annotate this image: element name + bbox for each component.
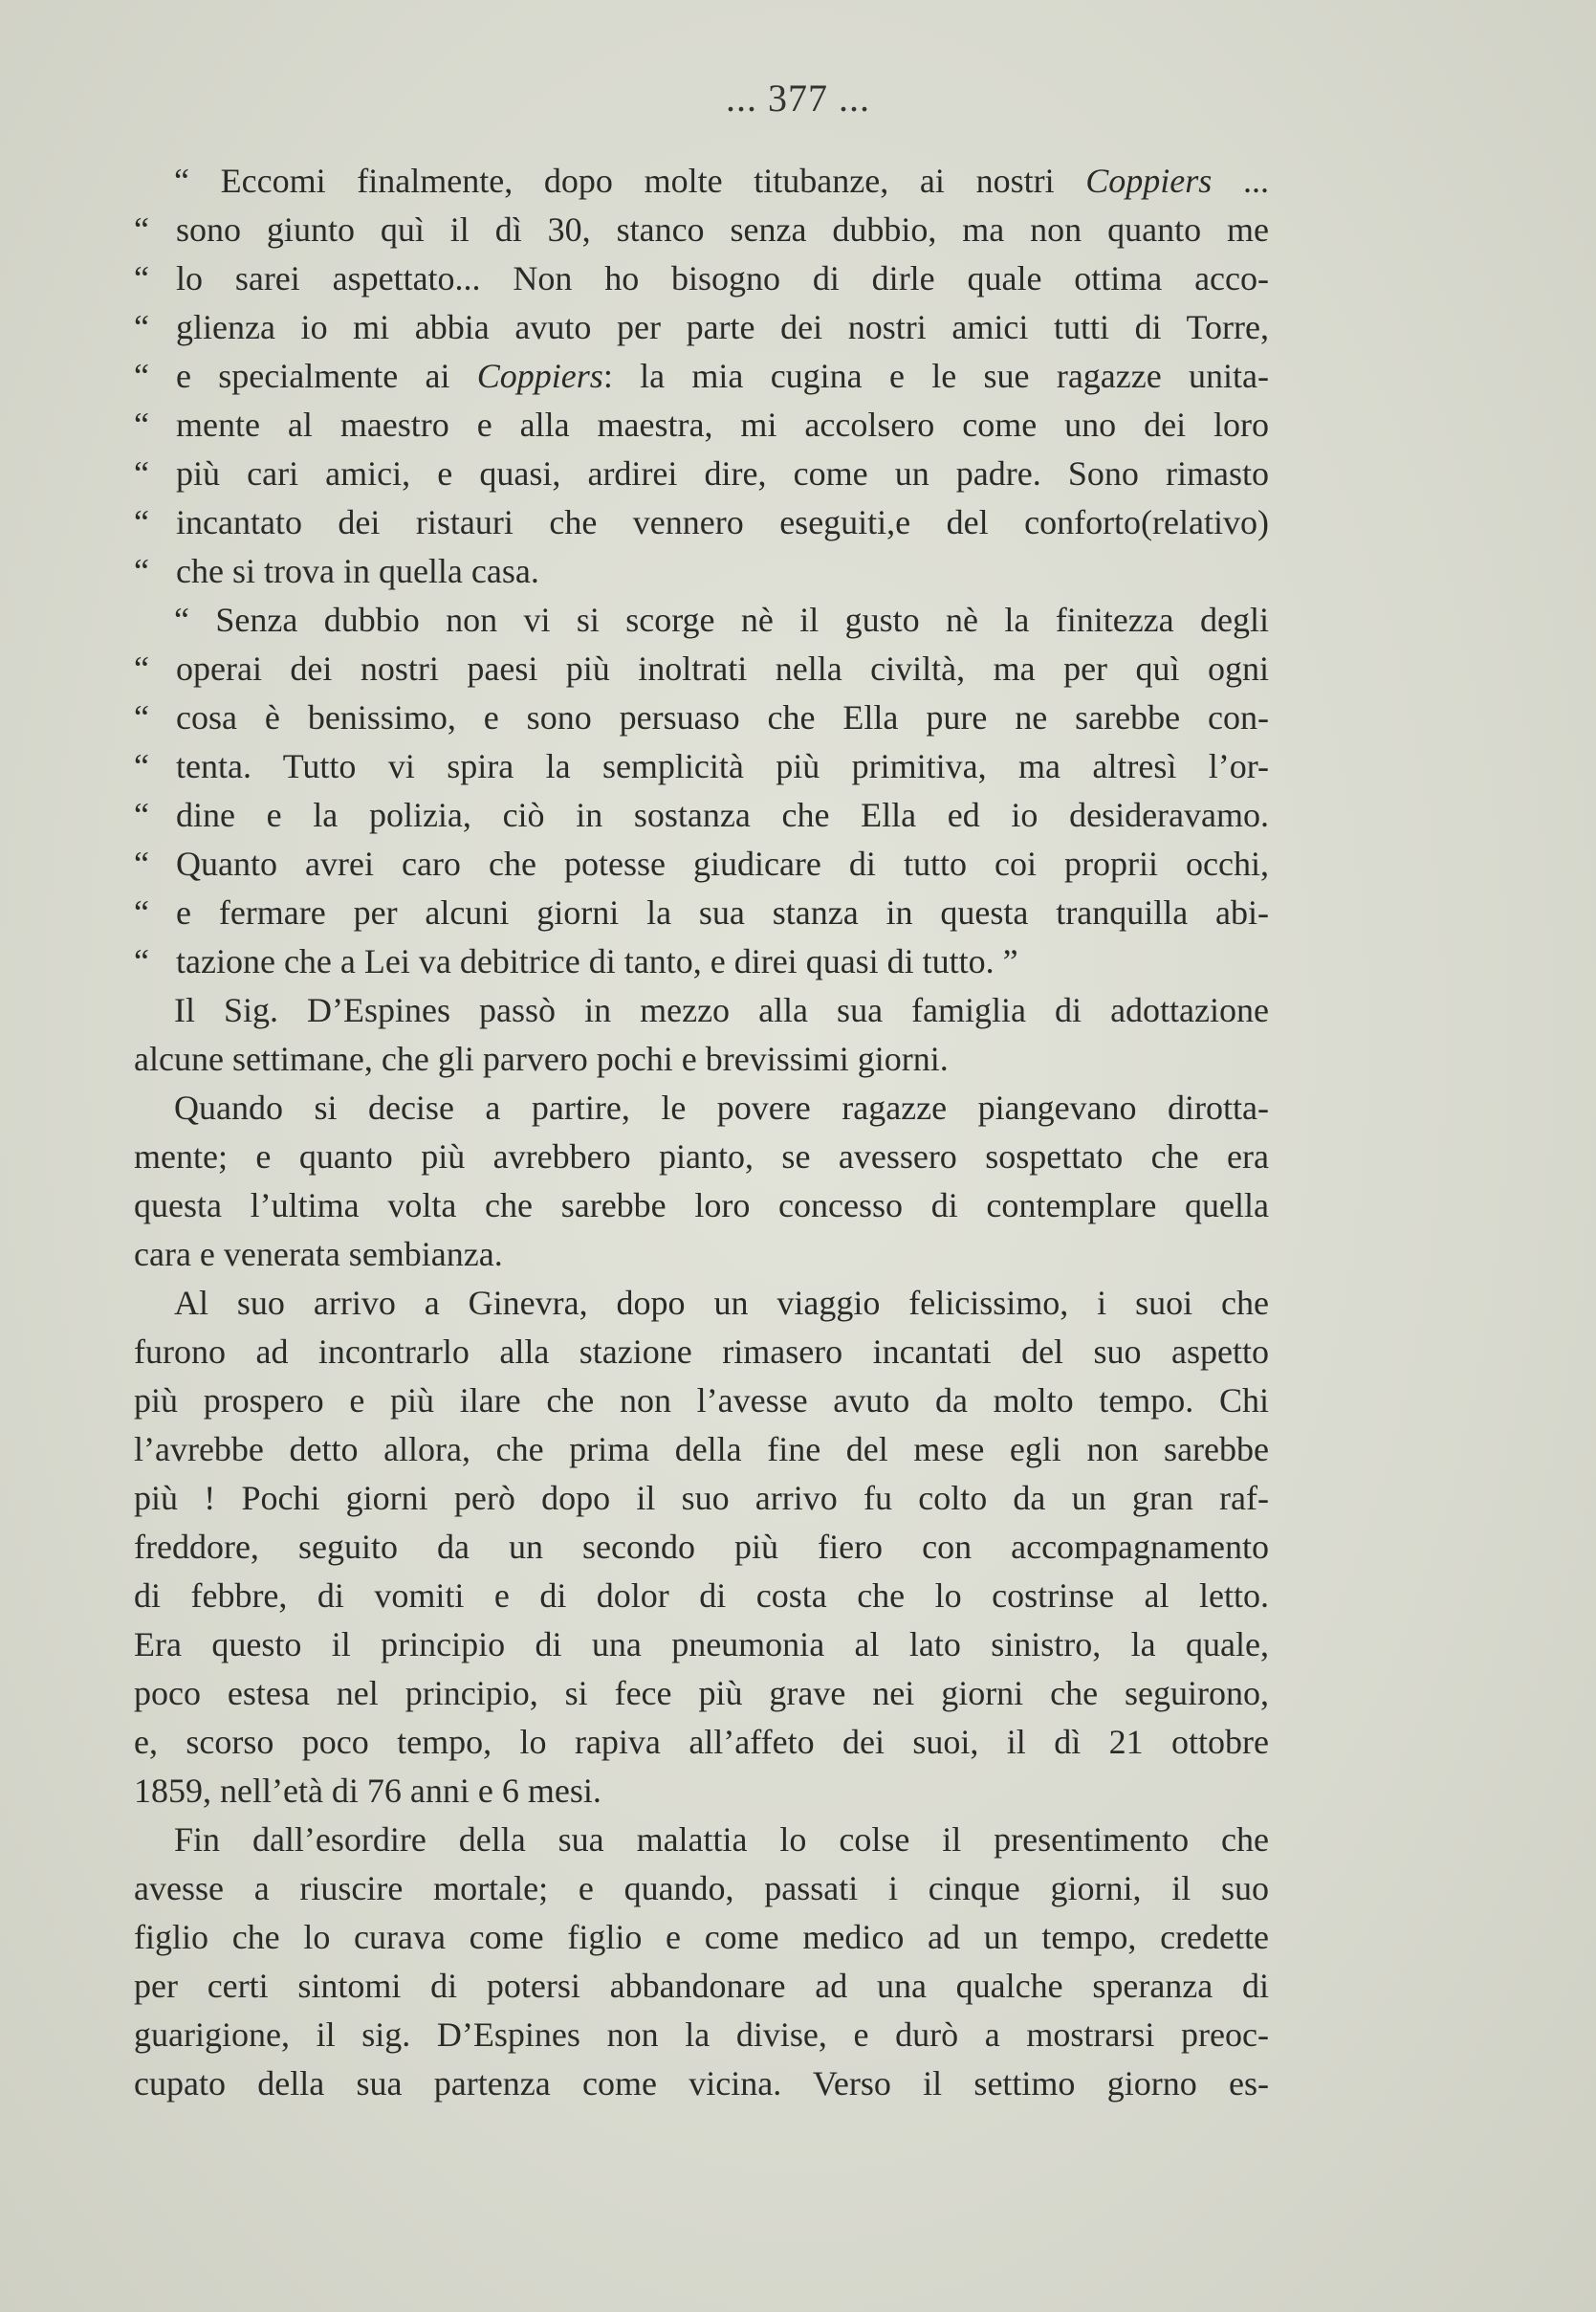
quote-mark: “: [134, 454, 149, 493]
text-line-content: mente al maestro e alla maestra, mi accolsero come uno dei loro: [176, 406, 1269, 444]
quote-mark: “: [134, 308, 149, 346]
text-line: [134, 1425, 1269, 1474]
quote-mark: “: [174, 162, 221, 200]
text-line-content: poco estesa nel principio, si fece più grave nei giorni che seguirono,: [134, 1674, 1269, 1712]
text-line: [134, 498, 1269, 547]
text-line: [174, 1279, 1269, 1328]
text-line-content: avesse a riuscire mortale; e quando, passati i cinque giorni, il suo: [134, 1869, 1269, 1907]
text-line: [134, 1620, 1269, 1669]
text-line: [134, 303, 1269, 352]
text-line: [134, 1181, 1269, 1230]
text-line-content: figlio che lo curava come figlio e come medico ad un tempo, credette: [134, 1918, 1269, 1956]
quote-mark: “: [134, 259, 149, 297]
text-line-content: Quanto avrei caro che potesse giudicare di tutto coi proprii occhi,: [176, 845, 1269, 883]
quote-mark: “: [134, 942, 149, 980]
text-line-content: glienza io mi abbia avuto per parte dei nostri amici tutti di Torre,: [176, 308, 1269, 346]
text-line-content: alcune settimane, che gli parvero pochi e brevissimi giorni.: [134, 1040, 949, 1078]
text-line-content: “ Senza dubbio non vi si scorge nè il gusto nè la finitezza degli: [174, 601, 1269, 639]
text-line: [134, 254, 1269, 303]
text-line-content: cara e venerata sembianza.: [134, 1235, 503, 1273]
text-line-content: mente; e quanto più avrebbero pianto, se avessero sospettato che era: [134, 1137, 1269, 1176]
text-line: [174, 1816, 1269, 1864]
text-line: [134, 1230, 1269, 1279]
text-line-content: incantato dei ristauri che vennero eseguiti,e del conforto(relativo): [176, 503, 1269, 541]
text-line: [134, 401, 1269, 450]
text-line: [134, 1474, 1269, 1523]
text-line: [134, 206, 1269, 254]
text-line-content: Quando si decise a partire, le povere ragazze piangevano dirotta-: [174, 1089, 1269, 1127]
text-line-content: più ! Pochi giorni però dopo il suo arrivo fu colto da un gran raf-: [134, 1479, 1269, 1517]
text-line: [134, 742, 1269, 791]
text-line-content: 1859, nell’età di 76 anni e 6 mesi.: [134, 1772, 601, 1810]
text-line-content: Fin dall’esordire della sua malattia lo colse il presentimento che: [174, 1820, 1269, 1859]
text-line: [134, 1913, 1269, 1962]
text-line: [174, 1084, 1269, 1133]
text-line: [134, 889, 1269, 937]
text-line: [174, 596, 1269, 645]
quote-mark: “: [134, 698, 149, 737]
text-line-content: tazione che a Lei va debitrice di tanto, e direi quasi di tutto. ”: [176, 942, 1018, 980]
quote-mark: “: [134, 210, 149, 249]
quote-mark: “: [134, 747, 149, 785]
text-line-content: lo sarei aspettato... Non ho bisogno di dirle quale ottima acco-: [176, 259, 1269, 297]
quote-mark: “: [134, 845, 149, 883]
text-line: [134, 1767, 1269, 1816]
text-line: [134, 1133, 1269, 1181]
text-line-content: e fermare per alcuni giorni la sua stanza in questa tranquilla abi-: [176, 893, 1269, 932]
text-line-content: guarigione, il sig. D’Espines non la divise, e durò a mostrarsi preoc-: [134, 2015, 1269, 2054]
text-line: [134, 352, 1269, 401]
text-line: [134, 937, 1269, 986]
text-line-content: cupato della sua partenza come vicina. Verso il settimo giorno es-: [134, 2064, 1269, 2103]
text-line-content: “ Eccomi finalmente, dopo molte titubanze, ai nostri Coppiers ...: [174, 162, 1270, 200]
quote-mark: “: [134, 406, 149, 444]
quote-mark: “: [134, 552, 149, 590]
text-line-content: più cari amici, e quasi, ardirei dire, come un padre. Sono rimasto: [176, 454, 1269, 493]
text-line: [134, 2011, 1269, 2059]
text-line: [134, 1669, 1269, 1718]
body-text: [134, 157, 1270, 2108]
text-line-content: che si trova in quella casa.: [176, 552, 539, 590]
text-line: [134, 694, 1269, 742]
quote-mark: “: [134, 650, 149, 688]
text-line: [134, 1376, 1269, 1425]
quote-mark: “: [134, 357, 149, 395]
text-line: [134, 840, 1269, 889]
text-line-content: dine e la polizia, ciò in sostanza che Ella ed io desideravamo.: [176, 796, 1269, 834]
text-line-content: sono giunto quì il dì 30, stanco senza dubbio, ma non quanto me: [176, 210, 1269, 249]
quote-mark: “: [134, 503, 149, 541]
text-line: [134, 450, 1269, 498]
text-line: [174, 986, 1269, 1035]
text-line: [134, 1572, 1269, 1620]
text-line: [174, 157, 1269, 206]
text-line-content: l’avrebbe detto allora, che prima della fine del mese egli non sarebbe: [134, 1430, 1269, 1468]
text-line-content: tenta. Tutto vi spira la semplicità più primitiva, ma altresì l’or-: [176, 747, 1269, 785]
text-line-content: e specialmente ai Coppiers: la mia cugina e le sue ragazze unita-: [176, 357, 1269, 395]
text-line-content: operai dei nostri paesi più inoltrati nella civiltà, ma per quì ogni: [176, 650, 1269, 688]
quote-mark: “: [134, 796, 149, 834]
text-line-content: Il Sig. D’Espines passò in mezzo alla sua famiglia di adottazione: [174, 991, 1269, 1029]
text-line: [134, 2059, 1269, 2108]
text-line-content: questa l’ultima volta che sarebbe loro concesso di contemplare quella: [134, 1186, 1269, 1224]
text-line: [134, 1523, 1269, 1572]
text-line-content: cosa è benissimo, e sono persuaso che Ella pure ne sarebbe con-: [176, 698, 1269, 737]
text-line: [134, 1718, 1269, 1767]
text-line: [134, 1035, 1269, 1084]
text-line: [134, 1328, 1269, 1376]
text-line-content: per certi sintomi di potersi abbandonare ad una qualche speranza di: [134, 1967, 1269, 2005]
page-number: ... 377 ...: [726, 77, 870, 120]
text-line: [134, 1962, 1269, 2011]
text-line-content: e, scorso poco tempo, lo rapiva all’affeto dei suoi, il dì 21 ottobre: [134, 1723, 1269, 1761]
text-line-content: Era questo il principio di una pneumonia al lato sinistro, la quale,: [134, 1625, 1269, 1663]
text-line-content: furono ad incontrarlo alla stazione rimasero incantati del suo aspetto: [134, 1332, 1269, 1371]
text-line-content: più prospero e più ilare che non l’avesse avuto da molto tempo. Chi: [134, 1381, 1269, 1420]
text-line: [134, 1864, 1269, 1913]
text-line-content: Al suo arrivo a Ginevra, dopo un viaggio felicissimo, i suoi che: [174, 1284, 1269, 1322]
text-line: [134, 791, 1269, 840]
text-line: [134, 547, 1269, 596]
text-line-content: freddore, seguito da un secondo più fiero con accompagnamento: [134, 1528, 1269, 1566]
quote-mark: “: [134, 893, 149, 932]
quote-mark: “: [174, 601, 216, 639]
text-line: [134, 645, 1269, 694]
text-line-content: di febbre, di vomiti e di dolor di costa che lo costrinse al letto.: [134, 1576, 1269, 1615]
